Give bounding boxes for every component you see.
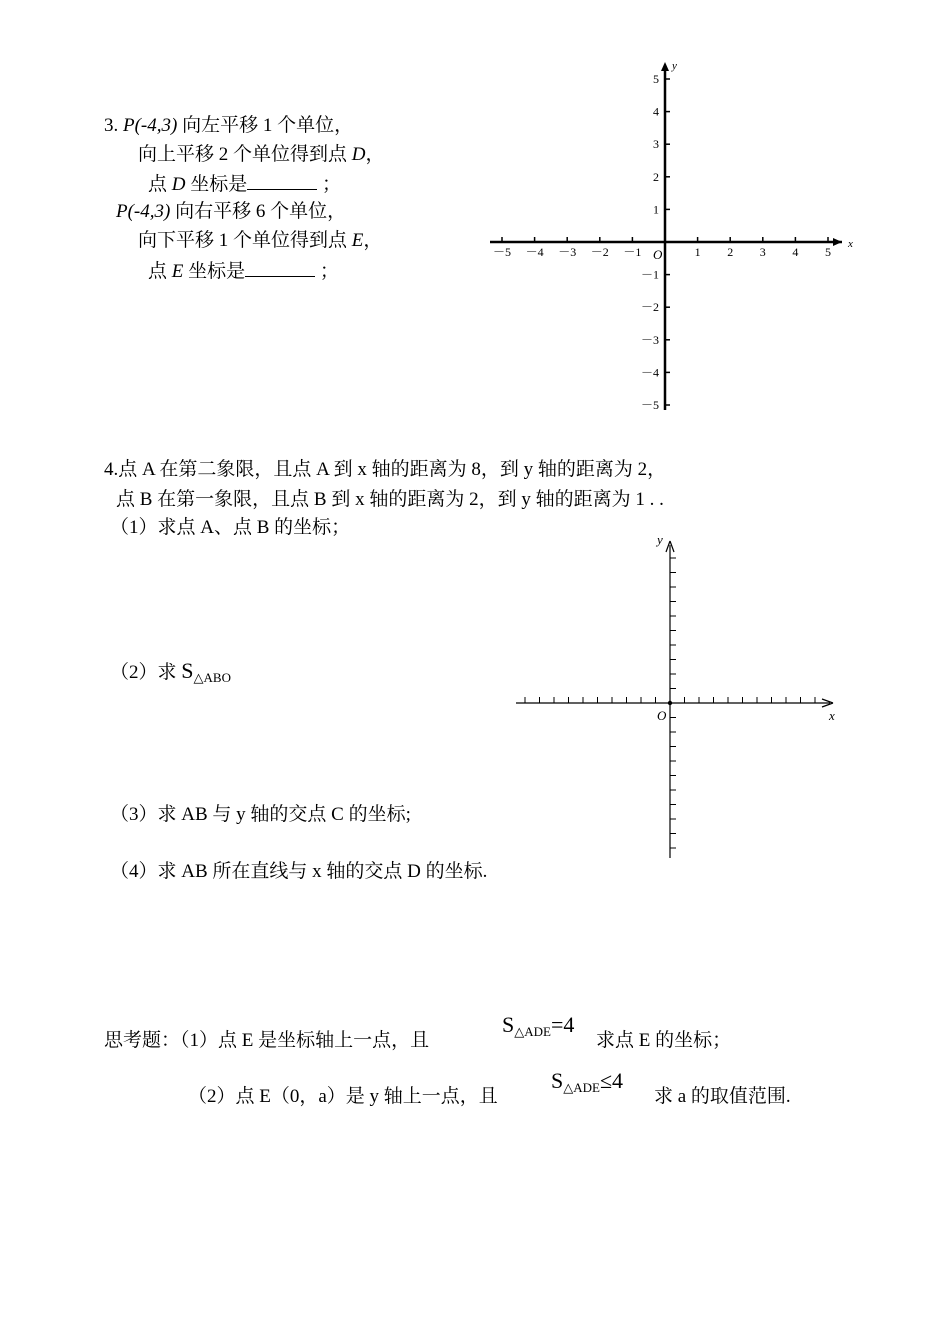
x-axis-label: x: [829, 708, 835, 723]
x-tick-label: 3: [759, 245, 766, 259]
x-tick-label: －4: [525, 245, 544, 259]
q4-sub2: （2）求 S△ABO: [110, 658, 231, 685]
y-tick-label: －3: [640, 332, 659, 347]
q4-sub4: （4）求 AB 所在直线与 x 轴的交点 D 的坐标.: [110, 861, 488, 882]
think-line2-end: 求 a 的取值范围.: [654, 1086, 791, 1107]
x-tick-label: 2: [727, 245, 734, 259]
origin-label: O: [657, 708, 667, 723]
y-axis-label: y: [657, 532, 663, 547]
q4-sub3: （3）求 AB 与 y 轴的交点 C 的坐标;: [110, 804, 411, 825]
x-tick-label: －3: [558, 245, 577, 259]
y-tick-label: 4: [653, 104, 659, 119]
q3-line1-text: 向左平移 1 个单位，: [177, 115, 354, 136]
y-axis-label: y: [672, 60, 677, 72]
think-line1: 思考题：（1）点 E 是坐标轴上一点，且: [104, 1030, 430, 1051]
think-line2: （2）点 E（0，a）是 y 轴上一点，且: [188, 1086, 498, 1107]
y-tick-label: 2: [653, 169, 659, 184]
x-tick-label: 5: [825, 245, 831, 259]
x-tick-label: 1: [694, 245, 701, 259]
x-tick-label: －1: [623, 245, 642, 259]
q4-sub1: （1）求点 A、点 B 的坐标；: [110, 517, 351, 538]
q3-line6: 点 E 坐标是 ；: [148, 258, 339, 284]
area-formula-ade-eq: S△ADE=4: [502, 1012, 575, 1039]
x-tick-label: 4: [792, 245, 799, 259]
y-tick-label: －5: [640, 398, 659, 412]
x-tick-label: －5: [492, 245, 512, 259]
x-axis-label: x: [848, 238, 853, 250]
q3-line2: 向上平移 2 个单位得到点 D，: [138, 144, 385, 165]
y-tick-label: －1: [640, 267, 659, 282]
q3-line5: 向下平移 1 个单位得到点 E，: [138, 230, 383, 251]
area-formula-abo: S△ABO: [181, 658, 231, 685]
origin-label: O: [653, 247, 663, 262]
q3-number: 3.: [104, 115, 119, 136]
q3-line4: P(-4,3) 向右平移 6 个单位，: [116, 201, 347, 222]
origin-point: [668, 701, 672, 705]
y-tick-label: 5: [653, 72, 659, 86]
x-tick-label: －2: [590, 245, 609, 259]
area-formula-ade-le: S△ADE≤4: [551, 1068, 624, 1095]
think-line1-end: 求点 E 的坐标；: [596, 1030, 732, 1051]
q3-point-p: P(-4,3): [123, 115, 178, 136]
q3-line3: 点 D 坐标是 ；: [148, 171, 341, 197]
y-tick-label: 3: [653, 137, 659, 152]
y-tick-label: －2: [640, 300, 659, 315]
y-tick-label: 1: [653, 202, 659, 217]
q4-line1: 4.点 A 在第二象限，且点 A 到 x 轴的距离为 8，到 y 轴的距离为 2，: [104, 459, 667, 480]
y-tick-label: －4: [640, 365, 659, 380]
q4-line2: 点 B 在第一象限，且点 B 到 x 轴的距离为 2，到 y 轴的距离为 1 . .: [116, 489, 664, 510]
